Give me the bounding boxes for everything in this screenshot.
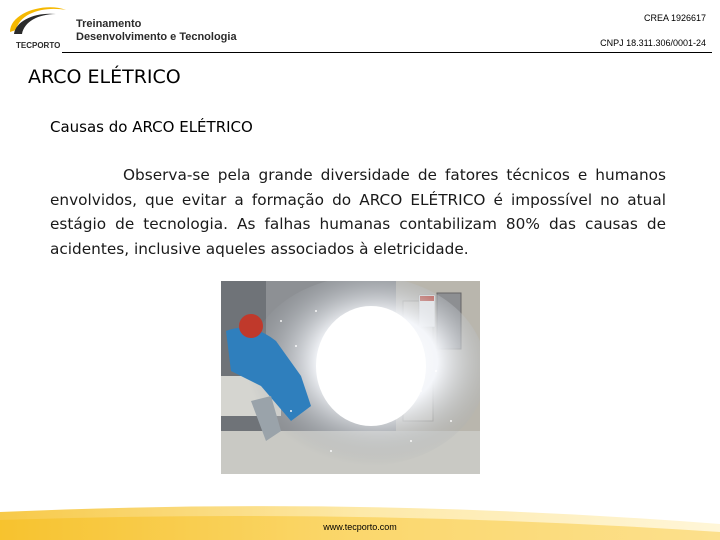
crea-number: CREA 1926617 xyxy=(643,13,706,23)
company-logo xyxy=(6,2,246,50)
cnpj-number: CNPJ 18.311.306/0001-24 xyxy=(600,38,706,48)
slide-subtitle: Causas do ARCO ELÉTRICO xyxy=(50,118,253,136)
arc-flash-photo xyxy=(221,281,480,474)
footer-url: www.tecporto.com xyxy=(323,522,397,532)
header-divider xyxy=(62,52,712,53)
tecporto-logo-icon xyxy=(6,2,70,50)
logo-line-1: Treinamento xyxy=(76,18,142,30)
slide-title: ARCO ELÉTRICO xyxy=(28,66,181,88)
logo-line-2: Desenvolvimento e Tecnologia xyxy=(76,31,237,43)
footer-decoration xyxy=(0,494,720,540)
slide-paragraph: Observa-se pela grande diversidade de fatores técnicos e humanos envolvidos, que evitar a formação do ARCO ELÉTRICO é impossível no atual estágio de tecnologia. As falhas humanas contabilizam 80% das causas de acidentes, inclusive aqueles associados à eletricidade. xyxy=(50,166,666,258)
logo-brand-text: TECPORTO xyxy=(16,41,61,50)
